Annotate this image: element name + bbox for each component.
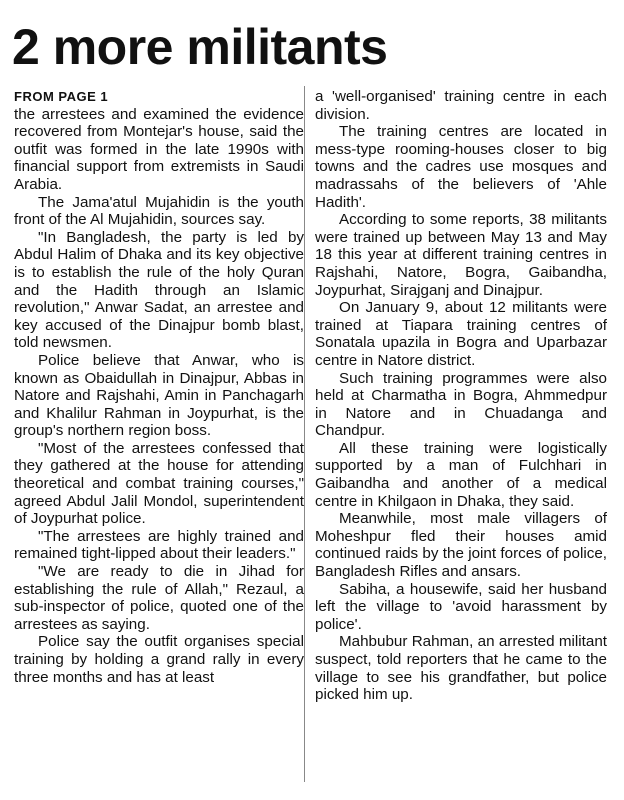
paragraph: "Most of the arrestees confessed that they gathered at the house for attending theoretical and combat training courses," agreed Abdul Jalil Mondol, superintendent of Joypurhat police. (14, 439, 304, 528)
paragraph: "The arrestees are highly trained and remained tight-lipped about their leaders." (14, 527, 304, 563)
paragraph: Police believe that Anwar, who is known as Obaidullah in Dinajpur, Abbas in Natore and Rajshahi, Amin in Panchagarh and Khalilur Rahman in Joypurhat, is the group's northern region boss. (14, 351, 304, 440)
column-divider (304, 86, 305, 782)
paragraph: Meanwhile, most male villagers of Moheshpur fled their houses amid continued raids by the joint forces of police, Bangladesh Rifles and ansars. (315, 510, 607, 581)
paragraph: On January 9, about 12 militants were trained at Tiapara training centres of Sonatala upazila in Bogra and Uparbazar centre in Natore district. (315, 299, 607, 369)
paragraph: a 'well-organised' training centre in each division. (315, 88, 607, 123)
paragraph: "We are ready to die in Jihad for establishing the rule of Allah," Rezaul, a sub-inspector of police, quoted one of the arrestees as saying. (14, 563, 304, 633)
paragraph: The Jama'atul Mujahidin is the youth front of the Al Mujahidin, sources say. (14, 193, 304, 229)
dateline: FROM PAGE 1 (14, 89, 109, 104)
headline: 2 more militants (12, 19, 388, 75)
paragraph: Mahbubur Rahman, an arrested militant suspect, told reporters that he came to the village to see his grandfather, but police picked him up. (315, 633, 607, 704)
paragraph: Police say the outfit organises special training by holding a grand rally in every three months and has at least (14, 633, 304, 686)
paragraph: "In Bangladesh, the party is led by Abdul Halim of Dhaka and its key objective is to establish the rule of the holy Quran and the Hadith through an Islamic revolution," Anwar Sadat, an arrestee and key accused of the Dinajpur bomb blast, told newsmen. (14, 228, 304, 352)
article-column-right (315, 88, 607, 704)
article-column-left (14, 88, 304, 686)
paragraph: the arrestees and examined the evidence recovered from Montejar's house, said the outfit was formed in the late 1990s with financial support from extremists in Saudi Arabia. (14, 105, 304, 193)
paragraph: Sabiha, a housewife, said her husband left the village to 'avoid harassment by police'. (315, 580, 607, 633)
paragraph: According to some reports, 38 militants were trained up between May 13 and May 18 this year at different training centres in Rajshahi, Natore, Bogra, Gaibandha, Joypurhat, Sirajganj and Dinajpur. (315, 211, 607, 299)
paragraph: The training centres are located in mess-type rooming-houses closer to big towns and the cadres use mosques and madrassahs of the believers of 'Ahle Hadith'. (315, 123, 607, 211)
paragraph: All these training were logistically supported by a man of Fulchhari in Gaibandha and another of a medical centre in Khilgaon in Dhaka, they said. (315, 439, 607, 510)
paragraph: Such training programmes were also held at Charmatha in Bogra, Ahmmedpur in Natore and in Chuadanga and Chandpur. (315, 369, 607, 440)
